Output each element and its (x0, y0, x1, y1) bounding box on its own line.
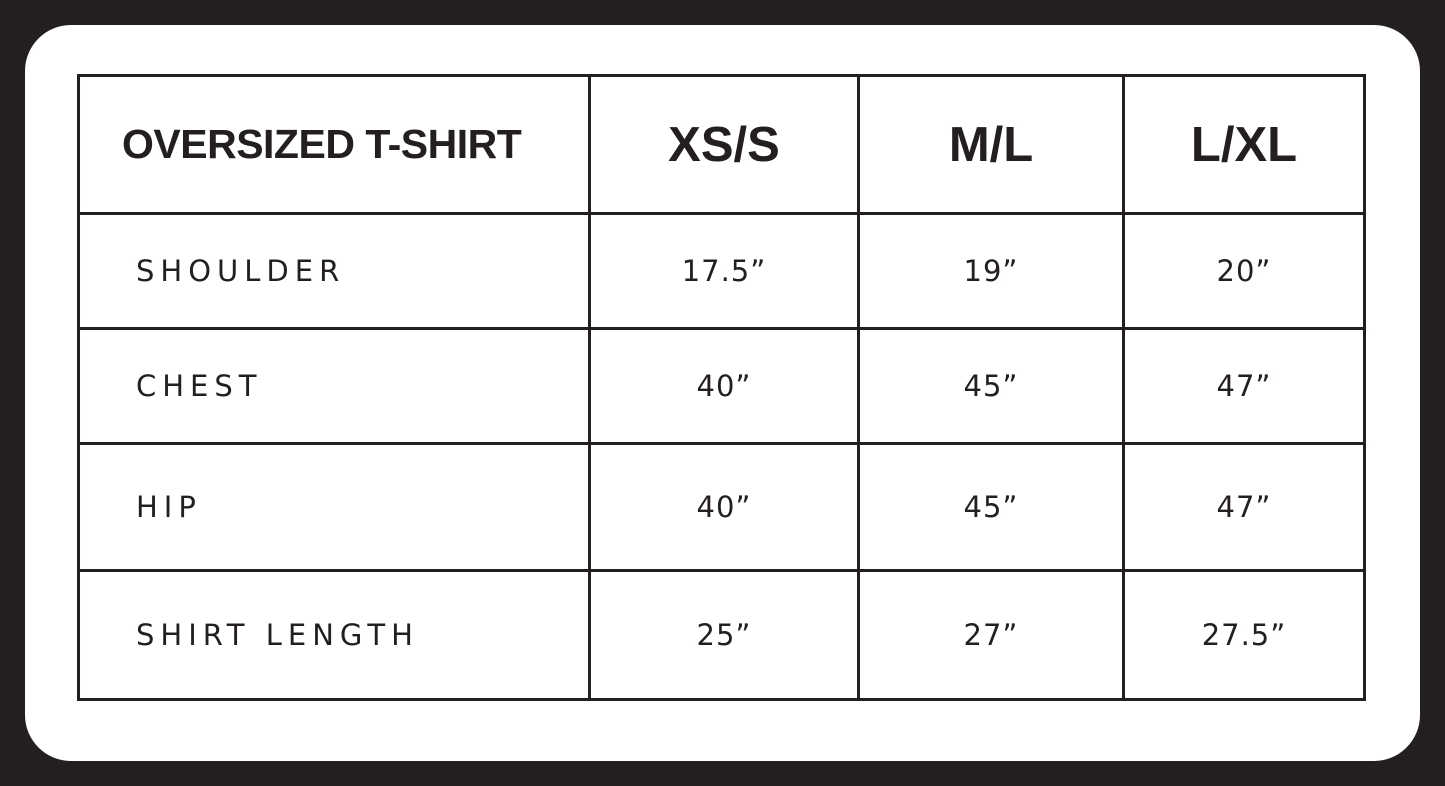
row-label-shoulder: SHOULDER (79, 214, 590, 329)
size-chart-table (77, 74, 1366, 701)
value-hip-xs-s: 40” (590, 444, 859, 571)
table-row-chest (79, 329, 1365, 444)
value-shirt-length-l-xl: 27.5” (1124, 571, 1365, 700)
value-shoulder-l-xl: 20” (1124, 214, 1365, 329)
value-shoulder-m-l: 19” (859, 214, 1124, 329)
header-row (79, 76, 1365, 214)
column-header-l-xl: L/XL (1124, 76, 1365, 214)
value-shirt-length-xs-s: 25” (590, 571, 859, 700)
value-chest-l-xl: 47” (1124, 329, 1365, 444)
value-hip-m-l: 45” (859, 444, 1124, 571)
white-panel (25, 25, 1420, 761)
column-header-xs-s: XS/S (590, 76, 859, 214)
table-row-shirt-length (79, 571, 1365, 700)
column-header-m-l: M/L (859, 76, 1124, 214)
value-chest-xs-s: 40” (590, 329, 859, 444)
row-label-shirt-length: SHIRT LENGTH (79, 571, 590, 700)
table-row-shoulder (79, 214, 1365, 329)
value-chest-m-l: 45” (859, 329, 1124, 444)
row-label-hip: HIP (79, 444, 590, 571)
table-row-hip (79, 444, 1365, 571)
row-label-chest: CHEST (79, 329, 590, 444)
value-hip-l-xl: 47” (1124, 444, 1365, 571)
table-title: OVERSIZED T-SHIRT (79, 76, 590, 214)
value-shoulder-xs-s: 17.5” (590, 214, 859, 329)
value-shirt-length-m-l: 27” (859, 571, 1124, 700)
